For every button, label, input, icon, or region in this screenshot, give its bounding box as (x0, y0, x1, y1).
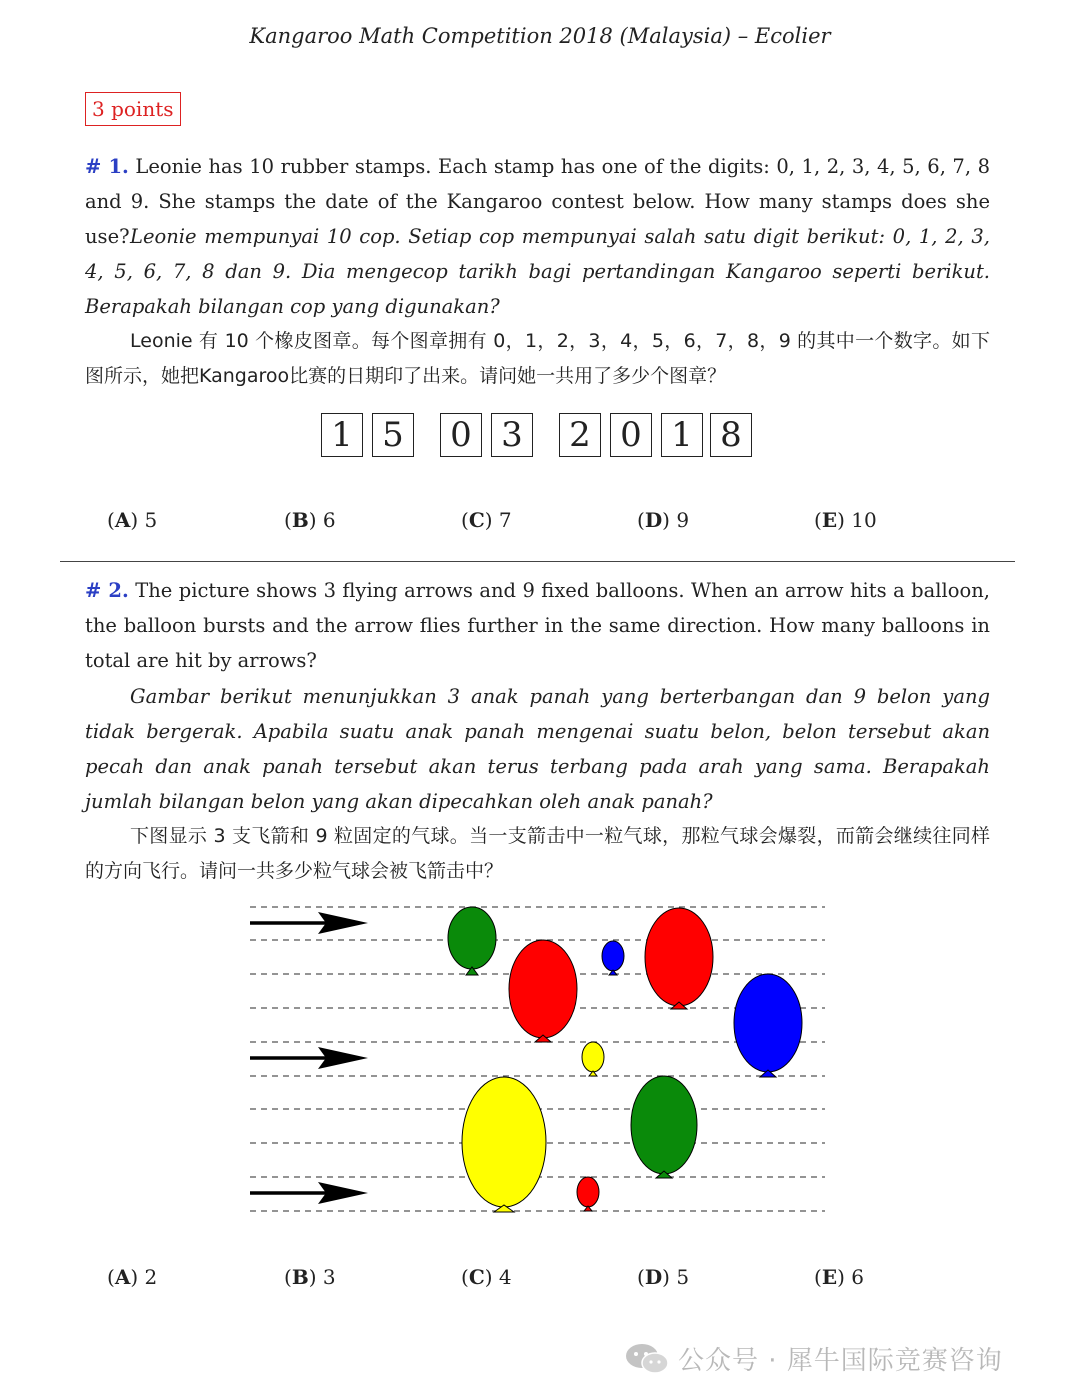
stamp-digit: 1 (321, 413, 363, 457)
q2-chinese: 下图显示 3 支飞箭和 9 粒固定的气球。当一支箭击中一粒气球，那粒气球会爆裂，而箭会继续往同样的方向飞行。请问一共多少粒气球会被飞箭击中？ (85, 825, 990, 882)
q2-option-a[interactable]: (A) 2 (107, 1265, 158, 1289)
page-header: Kangaroo Math Competition 2018 (Malaysia) – Ecolier (249, 24, 831, 48)
q1-malay: Leonie mempunyai 10 cop. Setiap cop mempunyai salah satu digit berikut: 0, 1, 2, 3, 4, 5, 6, 7, 8 dan 9. Dia mengecop tarikh bagi pertandingan Kangaroo seperti berikut. Berapakah bilangan cop yang digunakan? (85, 225, 990, 318)
stamp-digit: 0 (610, 413, 652, 457)
stamp-digit: 5 (372, 413, 414, 457)
balloon-yellow-icon (462, 1077, 546, 1212)
balloon-green-icon (631, 1076, 697, 1178)
balloon-green-icon (448, 907, 496, 975)
balloon-yellow-icon (582, 1042, 604, 1076)
q2-option-b[interactable]: (B) 3 (284, 1265, 336, 1289)
q1-english-text: Leonie has 10 rubber stamps. Each stamp has one of the digits: 0, 1, 2, 3, 4, 5, 6, 7, 8 and 9. She stamps the date of the Kangaroo contest below. How many stamps does she use? (85, 155, 990, 248)
points-badge: 3 points (85, 92, 181, 126)
stamp-digit: 8 (710, 413, 752, 457)
q1-option-c[interactable]: (C) 7 (461, 508, 512, 532)
stamp-digit: 0 (440, 413, 482, 457)
q1-option-a[interactable]: (A) 5 (107, 508, 158, 532)
balloon-blue-icon (734, 974, 802, 1077)
q1-option-b[interactable]: (B) 6 (284, 508, 336, 532)
balloon-red-icon (577, 1177, 599, 1211)
stamp-digit: 2 (559, 413, 601, 457)
balloon-red-icon (509, 940, 577, 1042)
q2-english-text: The picture shows 3 flying arrows and 9 fixed balloons. When an arrow hits a balloon, the balloon bursts and the arrow flies further in the same direction. How many balloons in total are hit by arrows? (85, 579, 990, 672)
stamp-digit: 3 (491, 413, 533, 457)
q1-chinese: Leonie 有 10 个橡皮图章。每个图章拥有 0，1，2，3，4，5，6，7，8，9 的其中一个数字。如下图所示，她把Kangaroo比赛的日期印了出来。请问她一共用了多少个图章？ (85, 330, 990, 387)
q2-malay: Gambar berikut menunjukkan 3 anak panah yang berterbangan dan 9 belon yang tidak bergerak. Apabila suatu anak panah mengenai suatu belon, belon tersebut akan pecah dan anak panah tersebut akan terus terbang pada arah yang sama. Berapakah jumlah bilangan belon yang akan dipecahkan oleh anak panah? (85, 685, 990, 813)
arrow-icon (250, 912, 368, 934)
balloon-red-icon (645, 908, 713, 1009)
q1-option-d[interactable]: (D) 9 (637, 508, 690, 532)
q1-option-e[interactable]: (E) 10 (814, 508, 877, 532)
stamp-digit: 1 (661, 413, 703, 457)
q2-number: # 2. (85, 579, 129, 602)
q2-option-d[interactable]: (D) 5 (637, 1265, 690, 1289)
wechat-icon (624, 1342, 670, 1376)
balloon-blue-icon (602, 941, 624, 975)
q1-number: # 1. (85, 155, 129, 178)
watermark (624, 1338, 1054, 1378)
q2-option-c[interactable]: (C) 4 (461, 1265, 512, 1289)
arrow-icon (250, 1182, 368, 1204)
q2-option-e[interactable]: (E) 6 (814, 1265, 864, 1289)
watermark-text: 公众号 · 犀牛国际竞赛咨询 (678, 1346, 1003, 1376)
arrow-icon (250, 1047, 368, 1069)
